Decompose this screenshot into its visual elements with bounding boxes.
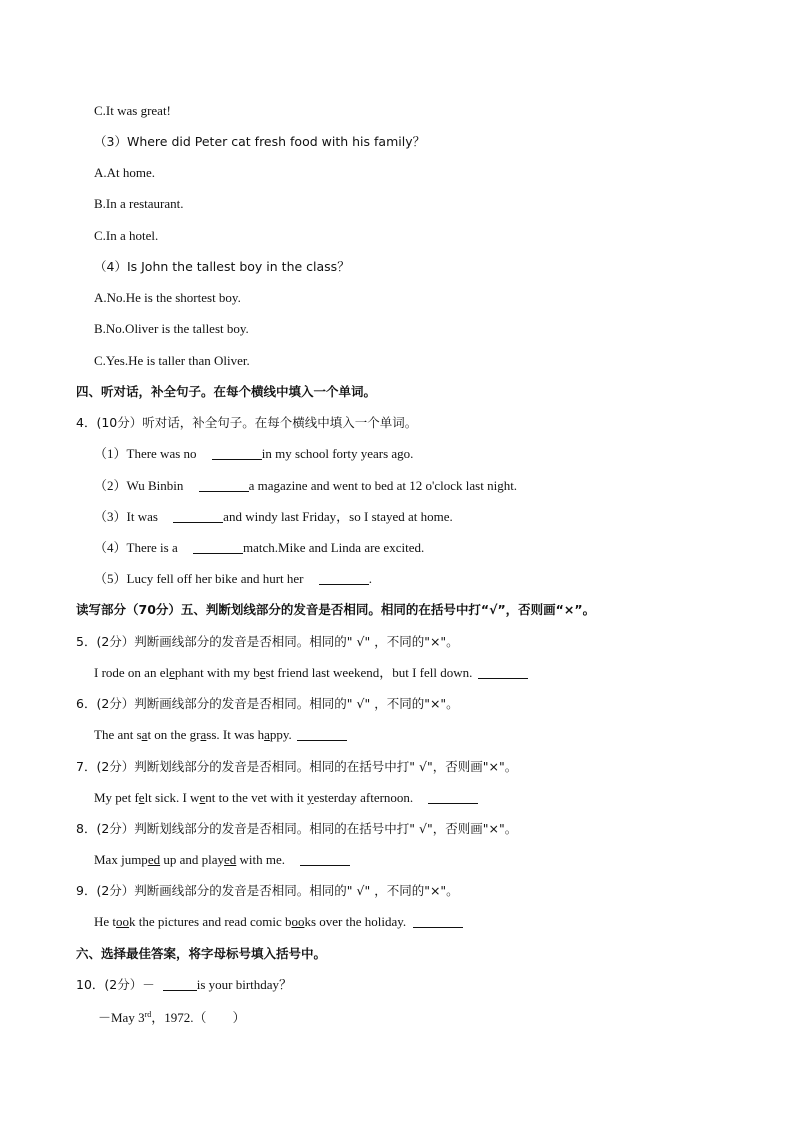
answer-blank[interactable]	[163, 978, 197, 991]
answer-blank[interactable]	[428, 791, 478, 804]
sentence-text: ppy.	[269, 727, 292, 742]
underlined-letters: oo	[116, 914, 130, 929]
fill-item-4-pre: （4）There is a	[94, 540, 178, 555]
answer-blank[interactable]	[300, 853, 350, 866]
fill-item-1-pre: （1）There was no	[94, 446, 197, 461]
sentence-text: The ant s	[94, 727, 142, 742]
fill-item-1	[94, 446, 413, 462]
section-4-heading: 四、听对话，补全句子。在每个横线中填入一个单词。	[76, 384, 377, 399]
question-6-sentence	[94, 727, 347, 743]
question-3-option-c: C.In a hotel.	[94, 228, 159, 243]
sentence-text: My pet f	[94, 790, 139, 805]
section-6-heading: 六、选择最佳答案，将字母标号填入括号中。	[76, 946, 327, 961]
sentence-text: esterday afternoon.	[313, 790, 414, 805]
date-text: －May 3	[98, 1010, 145, 1025]
sentence-text: t on the gr	[147, 727, 201, 742]
fill-item-3-post: and windy last Friday，so I stayed at home.	[223, 509, 453, 524]
fill-item-4	[94, 540, 424, 556]
sentence-text: I rode on an el	[94, 665, 170, 680]
question-10-title	[76, 977, 292, 993]
fill-item-5	[94, 571, 372, 587]
fill-item-5-post: .	[368, 571, 372, 586]
sentence-text: st friend last weekend，but I fell down.	[265, 665, 473, 680]
fill-item-2	[94, 478, 517, 494]
question-4-text: （4）Is John the tallest boy in the class？	[94, 259, 350, 274]
sentence-text: Max jump	[94, 852, 148, 867]
underlined-letters: ed	[224, 852, 237, 867]
question-5-sentence	[94, 665, 528, 681]
underlined-letters: e	[138, 790, 145, 805]
question-3-option-b: B.In a restaurant.	[94, 196, 184, 211]
question-3-option-a: A.At home.	[94, 165, 156, 180]
answer-blank[interactable]	[173, 510, 223, 523]
question-3-text: （3）Where did Peter cat fresh food with his family？	[94, 134, 426, 149]
underlined-letters: a	[141, 727, 148, 742]
underlined-letters: a	[200, 727, 207, 742]
sentence-text: phant with my b	[174, 665, 260, 680]
answer-blank[interactable]	[413, 915, 463, 928]
sentence-text: nt to the vet with it	[205, 790, 308, 805]
underlined-letters: y	[307, 790, 314, 805]
question-4-title: 4．(10分）听对话，补全句子。在每个横线中填入一个单词。	[76, 415, 418, 430]
underlined-letters: e	[259, 665, 266, 680]
sentence-text: ks over the holiday.	[304, 914, 407, 929]
question-7-sentence	[94, 790, 478, 806]
question-4-option-b: B.No.Oliver is the tallest boy.	[94, 321, 249, 336]
fill-item-4-post: match.Mike and Linda are excited.	[243, 540, 425, 555]
question-9-title: 9．(2分）判断画线部分的发音是否相同。相同的" √" ，不同的"×"。	[76, 883, 459, 898]
question-5-title: 5．(2分）判断画线部分的发音是否相同。相同的" √" ，不同的"×"。	[76, 634, 459, 649]
question-7-title: 7．(2分）判断划线部分的发音是否相同。相同的在括号中打" √"，否则画"×"。	[76, 759, 518, 774]
question-6-title: 6．(2分）判断画线部分的发音是否相同。相同的" √" ，不同的"×"。	[76, 696, 459, 711]
question-4-option-c: C.Yes.He is taller than Oliver.	[94, 353, 250, 368]
underlined-letters: oo	[291, 914, 305, 929]
fill-item-2-pre: （2）Wu Binbin	[94, 478, 184, 493]
section-5-heading: 读写部分（70分）五、判断划线部分的发音是否相同。相同的在括号中打“√”，否则画“×”。	[76, 602, 596, 617]
answer-blank[interactable]	[193, 541, 243, 554]
answer-blank[interactable]	[478, 666, 528, 679]
sentence-text: ss. It was h	[206, 727, 265, 742]
sentence-text: k the pictures and read comic b	[129, 914, 292, 929]
option-c-prev: C.It was great!	[94, 103, 171, 118]
sentence-text: up and play	[160, 852, 224, 867]
fill-item-2-post: a magazine and went to bed at 12 o'clock last night.	[248, 478, 518, 493]
fill-item-3-pre: （3）It was	[94, 509, 158, 524]
sentence-text: He t	[94, 914, 117, 929]
underlined-letters: ed	[147, 852, 161, 867]
sentence-text: with me.	[236, 852, 286, 867]
underlined-letters: e	[199, 790, 206, 805]
underlined-letters: e	[169, 665, 175, 680]
question-10-suffix: is your birthday？	[196, 977, 293, 992]
sentence-text: lt sick. I w	[144, 790, 200, 805]
ordinal-suffix: rd	[144, 1010, 152, 1019]
question-4-option-a: A.No.He is the shortest boy.	[94, 290, 241, 305]
fill-item-5-pre: （5）Lucy fell off her bike and hurt her	[94, 571, 304, 586]
question-10-prefix: 10．(2分）－	[76, 977, 155, 992]
answer-bracket[interactable]: ，1972.（ ）	[151, 1010, 246, 1025]
question-8-title: 8．(2分）判断划线部分的发音是否相同。相同的在括号中打" √"，否则画"×"。	[76, 821, 518, 836]
question-10-answer-line	[98, 1007, 246, 1026]
answer-blank[interactable]	[199, 479, 249, 492]
answer-blank[interactable]	[212, 447, 262, 460]
question-9-sentence	[94, 914, 463, 930]
answer-blank[interactable]	[297, 728, 347, 741]
fill-item-1-post: in my school forty years ago.	[261, 446, 414, 461]
fill-item-3	[94, 509, 453, 525]
question-8-sentence	[94, 852, 350, 868]
answer-blank[interactable]	[319, 572, 369, 585]
underlined-letters: a	[264, 727, 270, 742]
